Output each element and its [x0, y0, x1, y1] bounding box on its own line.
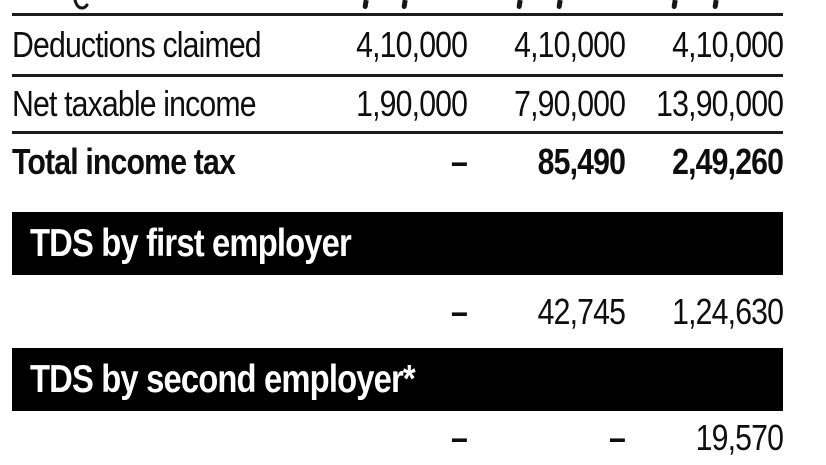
tds-first-value-col1: –: [451, 290, 467, 332]
cropped-comma-remnant: [362, 0, 368, 9]
income-tax-table: [12, 13, 783, 465]
table-row-deductions-claimed: [12, 16, 783, 74]
section-banner-tds-first-employer: [12, 212, 783, 275]
tds-second-value-col2: –: [609, 417, 625, 458]
deductions-value-col1: 4,10,000: [356, 24, 467, 65]
cropped-comma-remnant: [516, 0, 522, 9]
table-row-total-income-tax: [12, 134, 783, 190]
row-label: Total income tax: [12, 141, 235, 182]
row-label: Deductions claimed: [12, 24, 261, 65]
deductions-value-col2: 4,10,000: [514, 24, 625, 65]
net-taxable-value-col2: 7,90,000: [514, 83, 625, 124]
table-row-tds-first-employer-values: [12, 275, 783, 348]
section-banner-label: TDS by first employer: [30, 221, 351, 265]
section-banner-tds-second-employer: [12, 348, 783, 411]
total-tax-value-col1: –: [451, 141, 467, 182]
row-label: Net taxable income: [12, 83, 256, 124]
tds-second-value-col1: –: [451, 417, 467, 458]
tds-first-value-col3: 1,24,630: [672, 290, 783, 332]
total-tax-value-col3: 2,49,260: [672, 141, 783, 182]
section-banner-label: TDS by second employer*: [30, 357, 415, 401]
cropped-comma-remnant: [712, 0, 718, 9]
net-taxable-value-col1: 1,90,000: [356, 83, 467, 124]
table-row-net-taxable-income: [12, 77, 783, 131]
total-tax-value-col2: 85,490: [537, 141, 625, 182]
cropped-header-row-remnant: [0, 0, 826, 13]
cropped-letter-descender: [72, 0, 89, 11]
tds-second-value-col3: 19,570: [695, 417, 783, 458]
net-taxable-value-col3: 13,90,000: [656, 83, 783, 124]
deductions-value-col3: 4,10,000: [672, 24, 783, 65]
table-row-tds-second-employer-values: [12, 411, 783, 465]
cropped-comma-remnant: [556, 0, 562, 9]
tds-first-value-col2: 42,745: [537, 290, 625, 332]
cropped-comma-remnant: [671, 0, 677, 9]
cropped-comma-remnant: [401, 0, 407, 9]
